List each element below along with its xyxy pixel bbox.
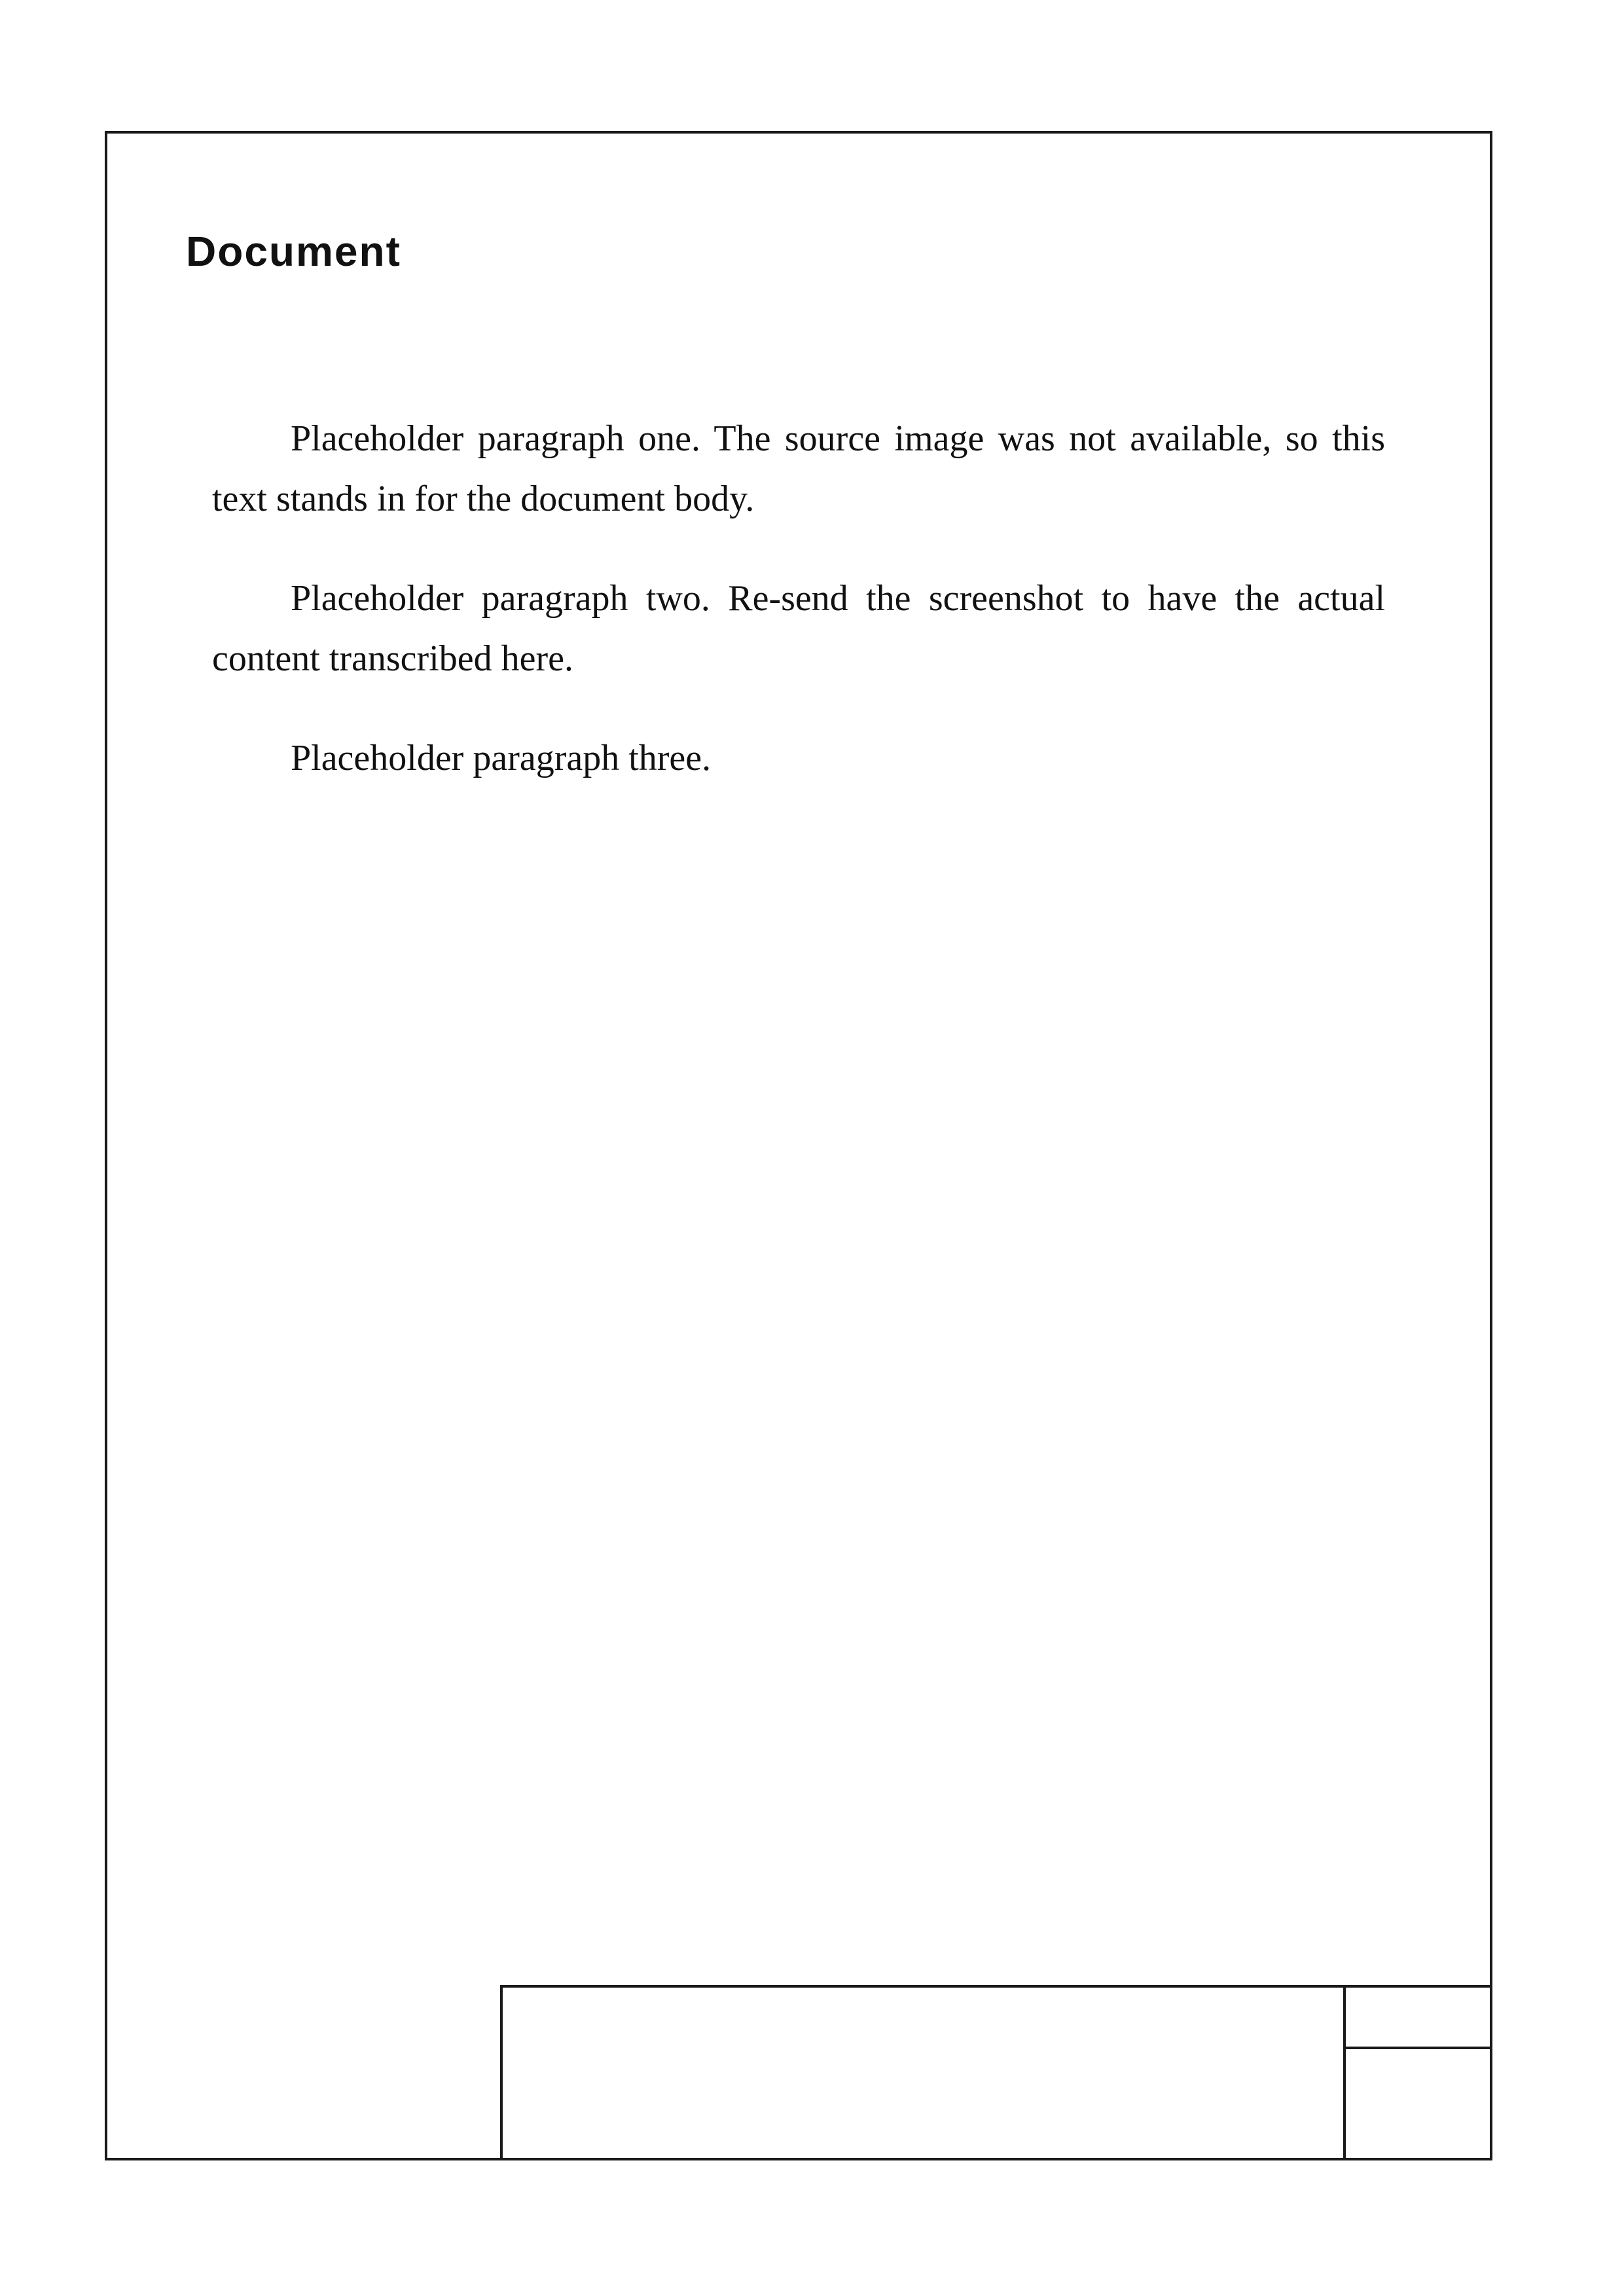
sheet-box xyxy=(1343,1988,1490,2158)
document-code xyxy=(503,1988,1343,2158)
title-block xyxy=(500,1985,1490,2158)
sheet-label xyxy=(1346,1988,1490,2049)
document-body xyxy=(212,409,1385,1817)
sheet-number xyxy=(1346,2049,1490,2158)
paragraph: Placeholder paragraph one. The source image was not available, so this text stands in for the document body. xyxy=(212,418,1385,519)
paragraph: Placeholder paragraph two. Re-send the screenshot to have the actual content transcribed here. xyxy=(212,578,1385,679)
page-title: Document xyxy=(186,228,401,275)
page-frame xyxy=(105,131,1492,2160)
paragraph: Placeholder paragraph three. xyxy=(291,738,712,778)
page-header xyxy=(186,206,1411,297)
